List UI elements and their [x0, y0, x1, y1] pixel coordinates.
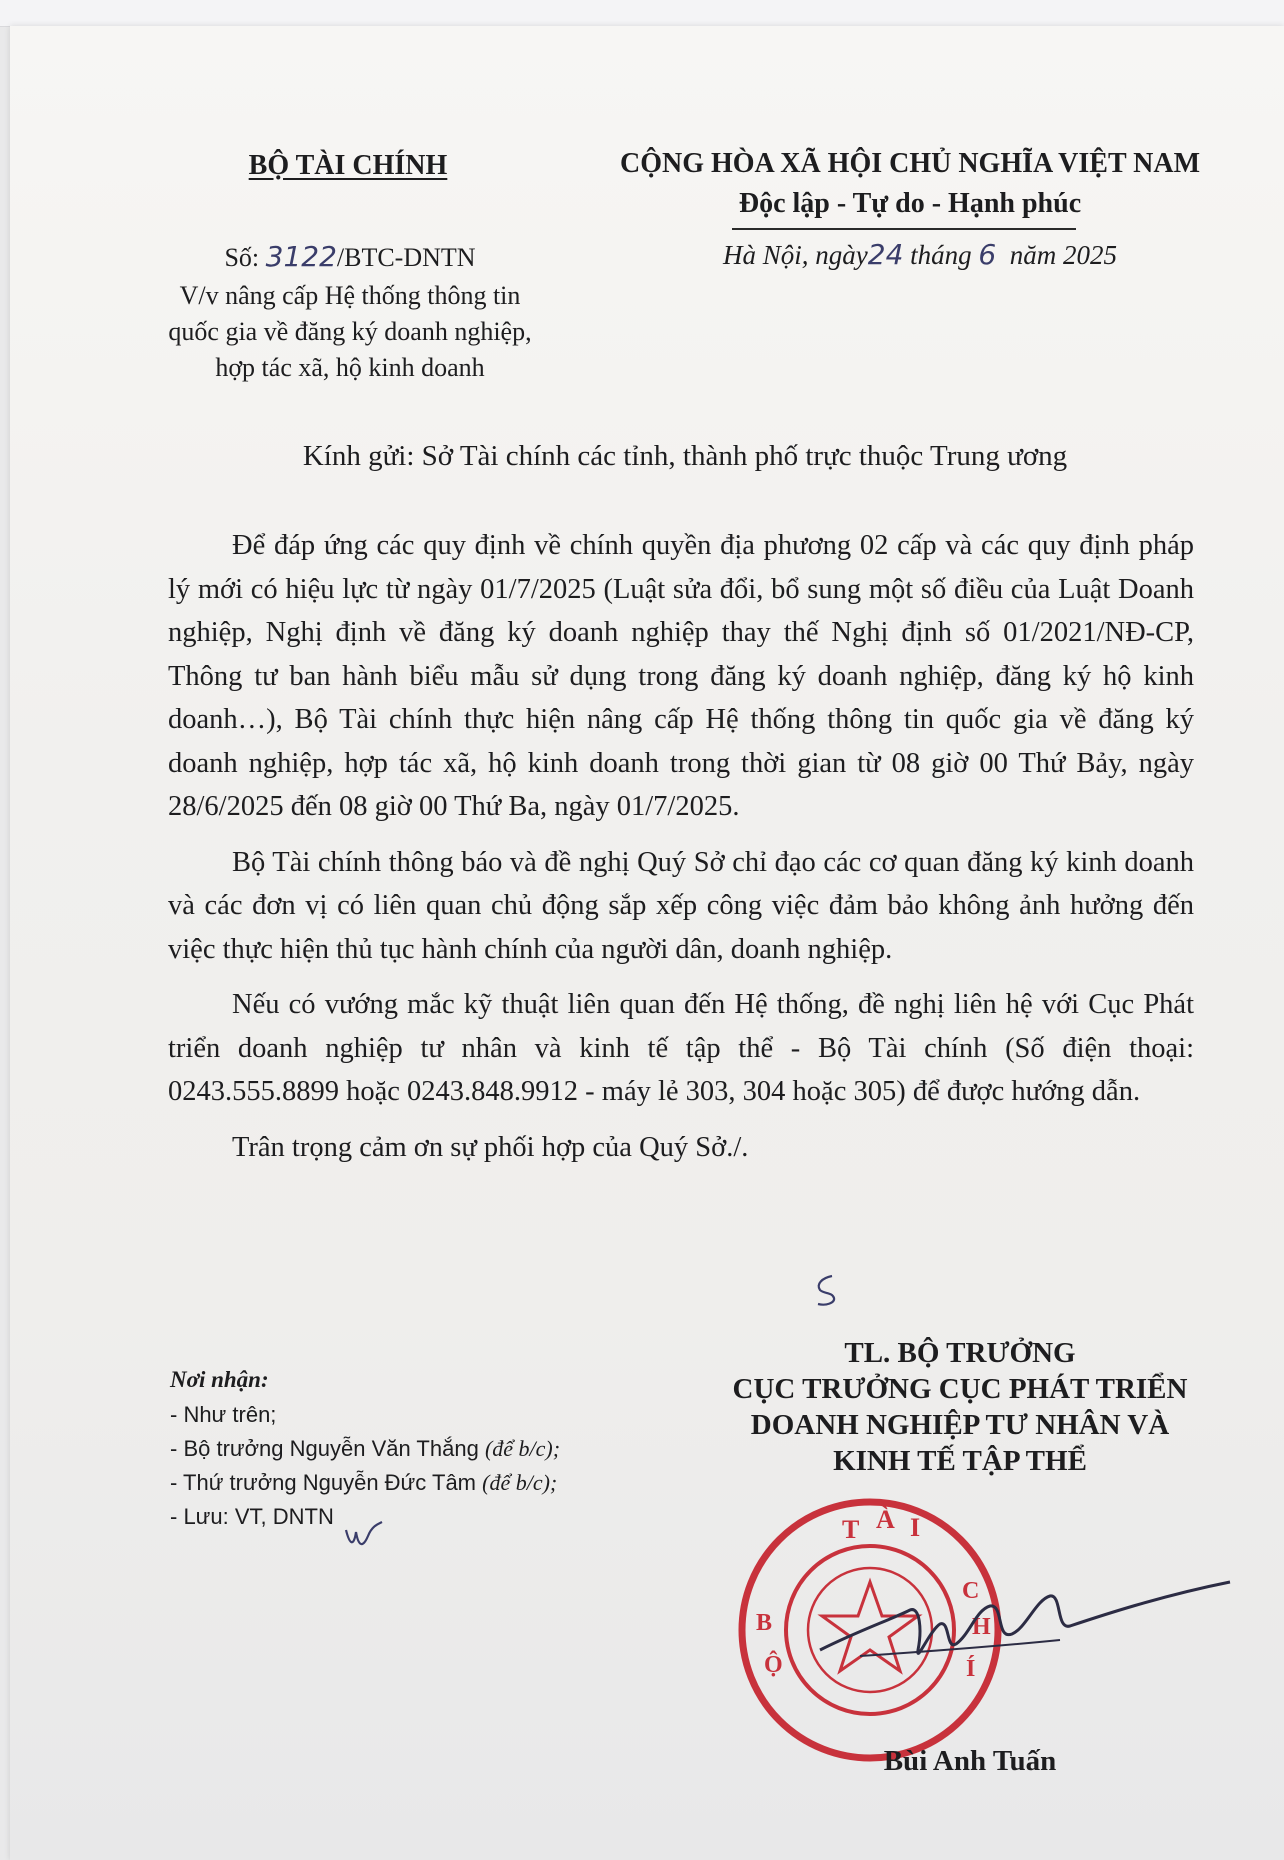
month-label: tháng — [910, 240, 972, 270]
subject-line: quốc gia về đăng ký doanh nghiệp, — [168, 317, 532, 346]
svg-text:T: T — [842, 1515, 860, 1544]
national-motto: Độc lập - Tự do - Hạnh phúc — [738, 188, 1082, 219]
motto-underline — [732, 228, 1076, 230]
svg-text:Ộ: Ộ — [764, 1652, 783, 1678]
cc-item: - Bộ trưởng Nguyễn Văn Thắng (để b/c); — [170, 1436, 561, 1461]
recipient-line: Kính gửi: Sở Tài chính các tỉnh, thành phố trực thuộc Trung ương — [302, 440, 1068, 472]
svg-text:I: I — [910, 1513, 921, 1542]
document-number — [120, 240, 580, 273]
doc-number-handwritten: 3122 — [265, 240, 337, 273]
doc-number-prefix: Số: — [224, 243, 260, 272]
svg-text:H: H — [972, 1614, 991, 1640]
document-body — [168, 524, 1194, 1181]
place-date — [640, 238, 1200, 271]
subject-line: V/v nâng cấp Hệ thống thông tin — [179, 281, 521, 310]
ministry-name: BỘ TÀI CHÍNH — [248, 150, 448, 181]
cc-title: Nơi nhận: — [170, 1367, 269, 1392]
signature-title: TL. BỘ TRƯỞNG CỤC TRƯỞNG CỤC PHÁT TRIỂN DOANH NGHIỆP TƯ NHÂN VÀ KINH TẾ TẬP THỂ — [732, 1337, 1188, 1477]
cc-item: - Như trên; — [170, 1402, 277, 1427]
month-handwritten: 6 — [978, 238, 997, 271]
place-prefix: Hà Nội, ngày — [723, 240, 868, 270]
year-text: năm 2025 — [1009, 240, 1117, 270]
cc-item: - Thứ trưởng Nguyễn Đức Tâm (để b/c); — [170, 1470, 558, 1495]
cc-item: - Lưu: VT, DNTN — [170, 1504, 334, 1529]
body-paragraph: Bộ Tài chính thông báo và đề nghị Quý Sở chỉ đạo các cơ quan đăng ký kinh doanh và các đơn vị có liên quan chủ động sắp xếp công việc đảm bảo không ảnh hưởng đến việc thực hiện thủ tục hành chính của người dân, doanh nghiệp. — [168, 846, 1194, 965]
subject-line: hợp tác xã, hộ kinh doanh — [215, 353, 485, 382]
nation-title: CỘNG HÒA XÃ HỘI CHỦ NGHĨA VIỆT NAM — [619, 148, 1201, 179]
body-paragraph: Trân trọng cảm ơn sự phối hợp của Quý Sở./. — [232, 1131, 749, 1163]
cc-list — [170, 1398, 640, 1534]
day-handwritten: 24 — [867, 238, 904, 271]
body-paragraph: Để đáp ứng các quy định về chính quyền địa phương 02 cấp và các quy định pháp lý mới có hiệu lực từ ngày 01/7/2025 (Luật sửa đổi, bổ sung một số điều của Luật Doanh nghiệp, Nghị định về đăng ký doanh nghiệp thay thế Nghị định số 01/2021/NĐ-CP, Thông tư ban hành biểu mẫu sử dụng trong đăng ký doanh nghiệp, đăng ký hộ kinh doanh…), Bộ Tài chính thực hiện nâng cấp Hệ thống thông tin quốc gia về đăng ký doanh nghiệp, hợp tác xã, hộ kinh doanh trong thời gian từ 08 giờ 00 Thứ Bảy, ngày 28/6/2025 đến 08 giờ 00 Thứ Ba, ngày 01/7/2025. — [168, 530, 1194, 822]
svg-text:Í: Í — [966, 1656, 976, 1682]
handwritten-initial — [340, 1516, 390, 1556]
body-paragraph: Nếu có vướng mắc kỹ thuật liên quan đến Hệ thống, đề nghị liên hệ với Cục Phát triển doanh nghiệp tư nhân và kinh tế tập thể - Bộ Tài chính (Số điện thoại: 0243.555.8899 hoặc 0243.848.9912 - máy lẻ 303, 304 hoặc 305) để được hướng dẫn. — [168, 989, 1194, 1107]
signer-name: Bùi Anh Tuấn — [883, 1745, 1057, 1777]
svg-text:C: C — [962, 1578, 980, 1604]
handwritten-signature — [800, 1560, 1240, 1690]
handwritten-initial — [808, 1270, 848, 1310]
subject-block — [120, 278, 580, 386]
svg-text:À: À — [876, 1505, 895, 1534]
viewer-top-bar — [0, 0, 1284, 27]
doc-number-suffix: /BTC-DNTN — [336, 243, 476, 272]
svg-text:B: B — [756, 1610, 773, 1636]
